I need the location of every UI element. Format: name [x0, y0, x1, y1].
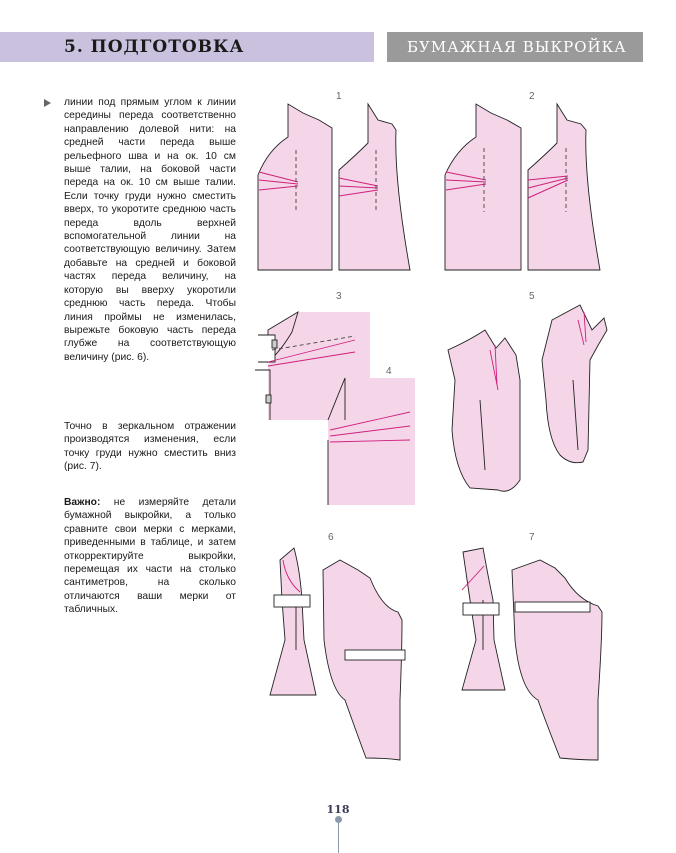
- category-title: БУМАЖНАЯ ВЫКРОЙКА: [407, 38, 627, 56]
- figure-4: [328, 378, 415, 505]
- page-marker-line: [338, 818, 339, 853]
- figure-1: [258, 104, 410, 270]
- important-label: Важно:: [64, 497, 101, 508]
- figure-7: [462, 548, 602, 760]
- section-title: 5. ПОДГОТОВКА: [64, 37, 245, 57]
- figure-label-5: 5: [529, 291, 535, 302]
- figure-2: [445, 104, 600, 270]
- figure-5: [448, 305, 607, 491]
- figure-label-1: 1: [336, 91, 342, 102]
- figure-label-3: 3: [336, 291, 342, 302]
- body-paragraph-2: Точно в зеркальном отражении производятся изменения, если точку груди нужно сместить вниз (рис. 7).: [64, 421, 236, 473]
- figure-label-6: 6: [328, 532, 334, 543]
- page-number: 118: [326, 803, 350, 816]
- figure-label-4: 4: [386, 366, 392, 377]
- figure-label-2: 2: [529, 91, 535, 102]
- important-text: не измеряйте детали бумажной выкройки, а только сравните свои мерки с мерками, приведенными в таблице, и затем откорректируйте выкройки, перемещая их части на столько сантиметров, на сколько отличаются ваши мерки от табличных.: [64, 497, 236, 616]
- figure-label-7: 7: [529, 532, 535, 543]
- body-paragraph-1: линии под прямым углом к линии середины переда соответственно направлению долевой нити: на средней части переда выше рельефного шва и на ок. 10 см выше талии, на боковой части переда на ок. 10 см выше талии. Если точку груди нужно сместить вверх, то укоротите среднюю часть переда вдоль верхней вспомогательной линии на соответствующую величину. Затем добавьте на средней и боковой частях переда величину, на которую вы вверху укоротили среднюю часть переда. Чтобы линия проймы не изменилась, вырежьте боковую часть переда глубже на соответствующую величину (рис. 6).: [64, 97, 236, 363]
- figure-6: [270, 548, 405, 760]
